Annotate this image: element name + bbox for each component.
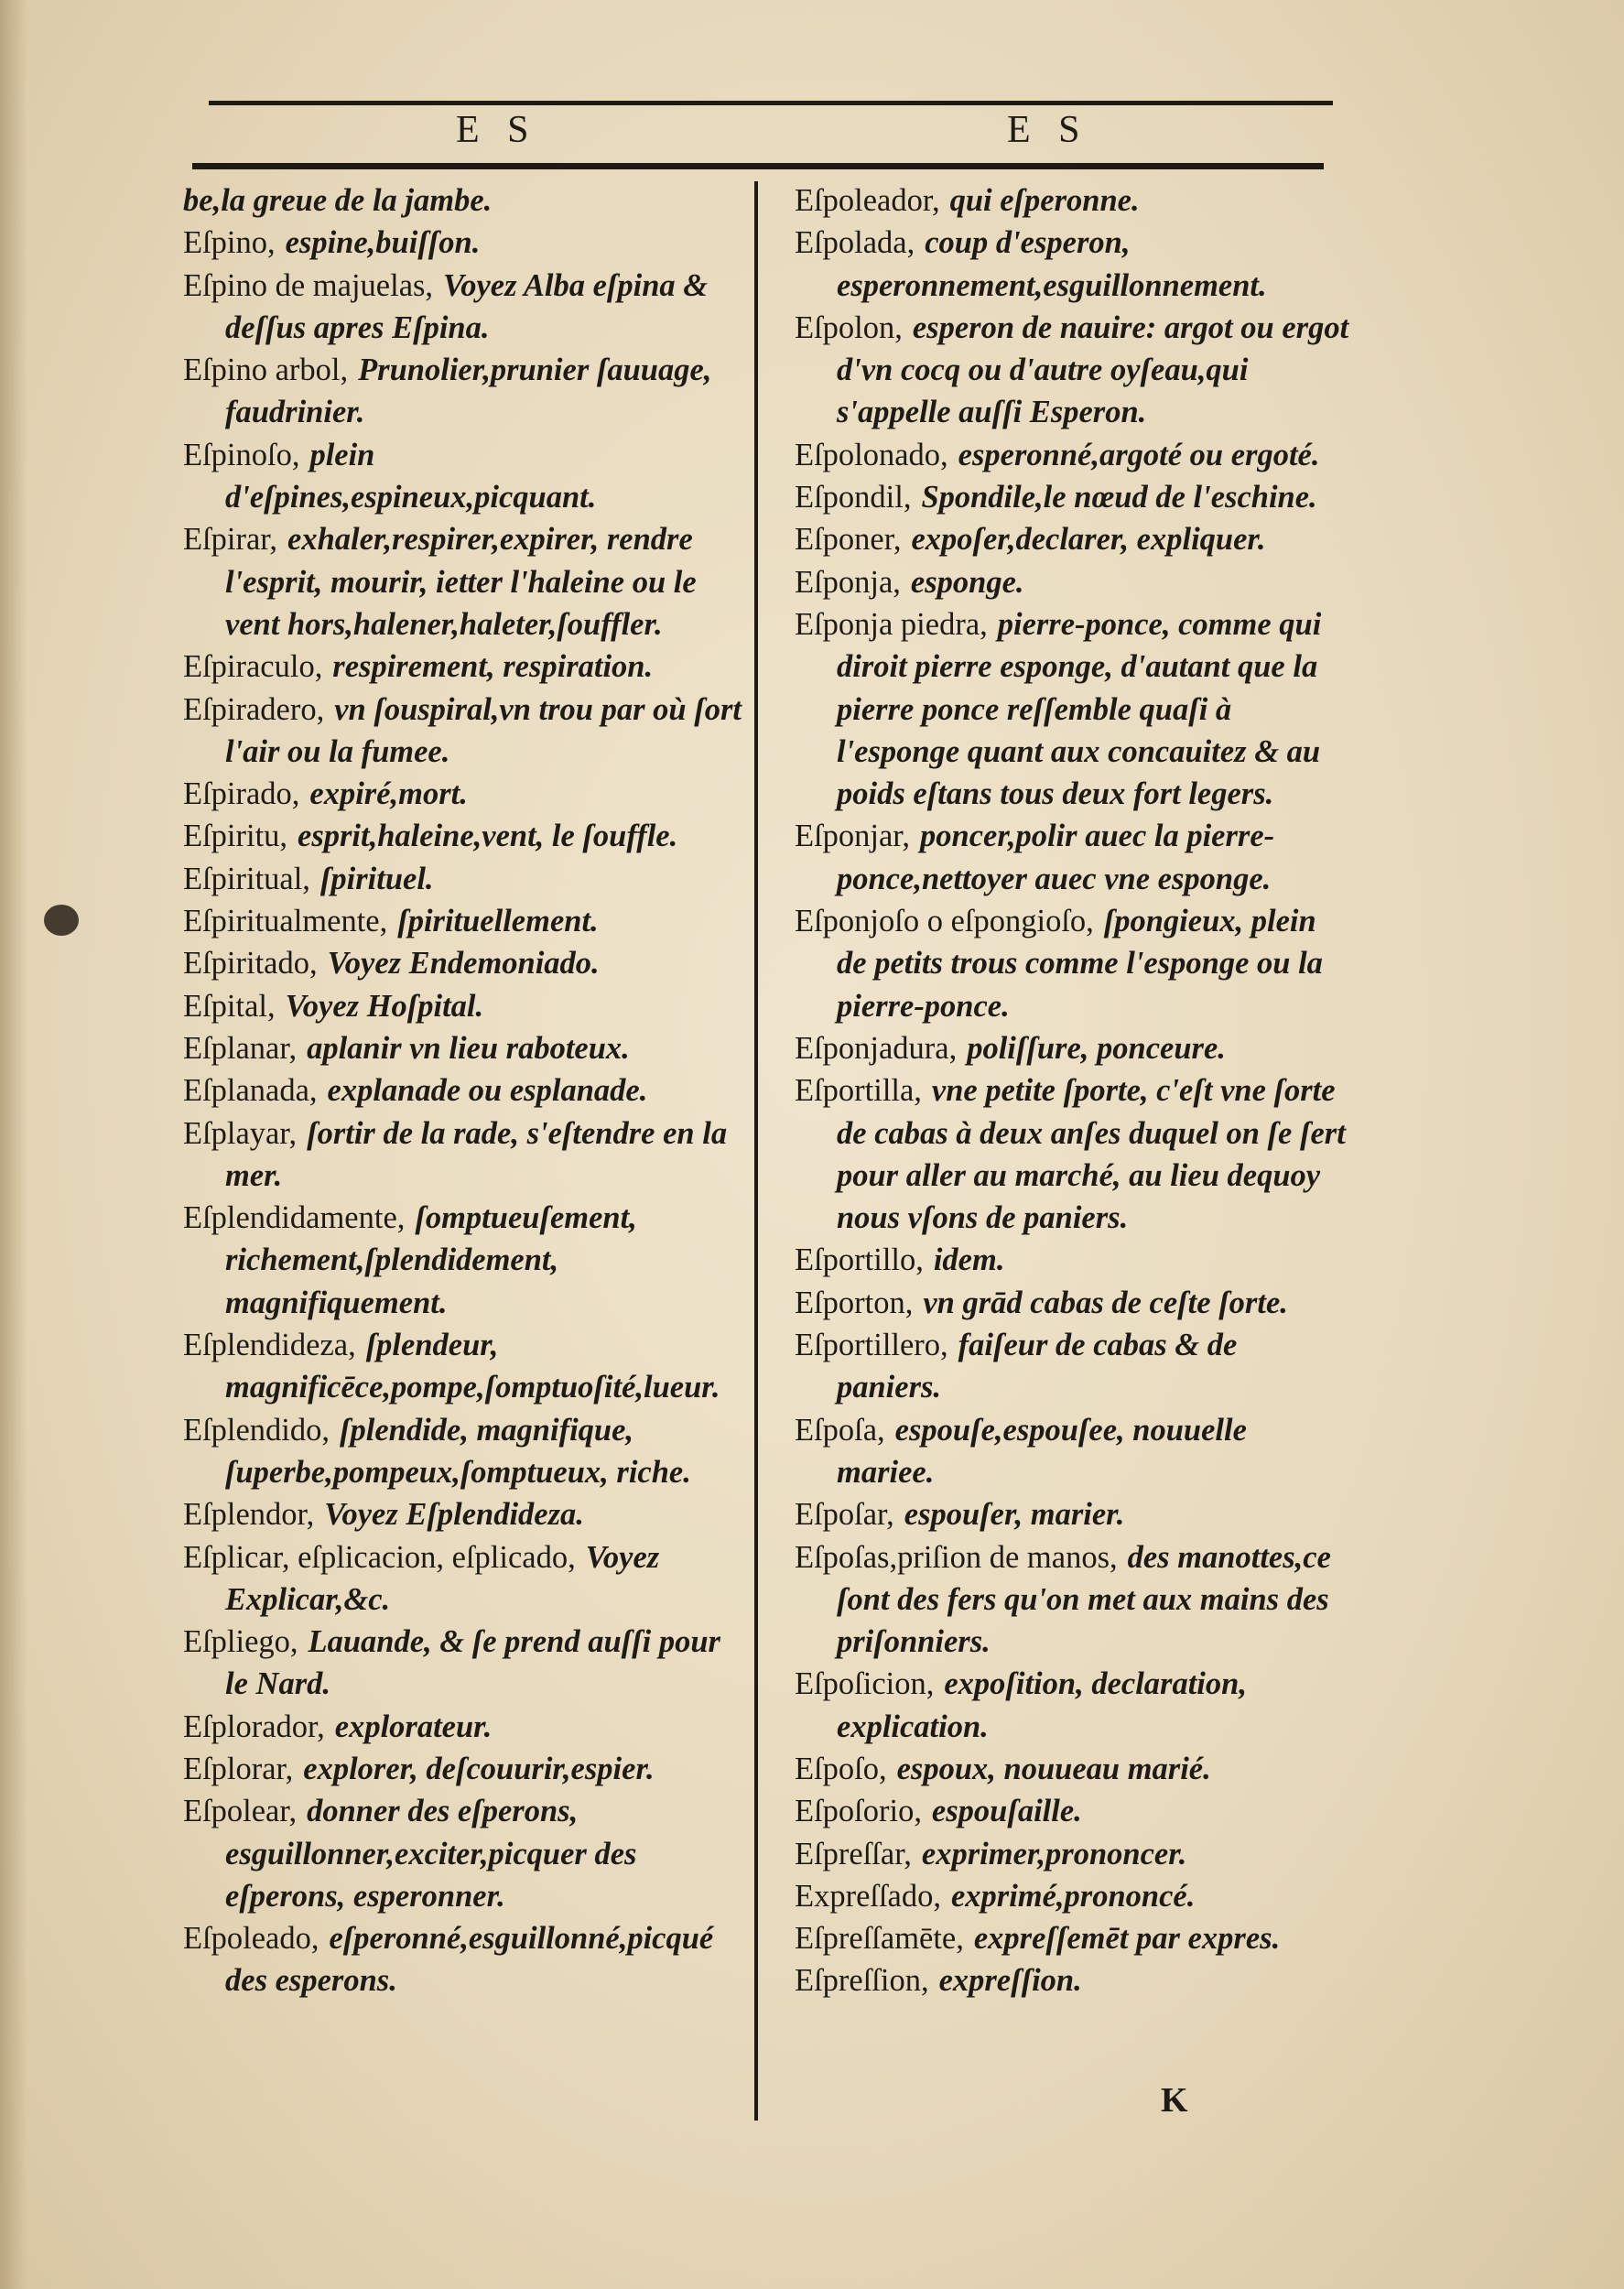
dictionary-entry — [795, 900, 1349, 1027]
dictionary-entry — [183, 900, 742, 942]
entry-headword: Eſpino de majuelas, — [183, 267, 434, 303]
entry-headword: Eſpiritual, — [183, 861, 310, 896]
entry-headword: Eſpoſicion, — [795, 1666, 935, 1702]
dictionary-entry — [183, 222, 742, 264]
entry-definition: coup d'esperon, esperonnement,esguillonnement. — [837, 225, 1267, 303]
entry-definition: ſplendeur, magnificēce,pompe,ſomptuoſité,lueur. — [225, 1328, 720, 1405]
dictionary-entry — [183, 179, 742, 222]
dictionary-entry — [795, 1027, 1349, 1069]
entry-definition: plein d'eſpines,espineux,picquant. — [225, 437, 597, 515]
dictionary-entry — [183, 1493, 742, 1535]
dictionary-entry — [183, 1409, 742, 1494]
dictionary-entry — [183, 1748, 742, 1790]
entry-definition: explanade ou esplanade. — [327, 1073, 648, 1109]
dictionary-entry — [795, 179, 1349, 222]
entry-definition: ſpirituel. — [319, 861, 434, 896]
entry-definition: Prunolier,prunier ſauuage, faudrinier. — [225, 353, 712, 430]
entry-headword: Eſpiraculo, — [183, 649, 323, 685]
entry-headword: Eſpoſas,priſion de manos, — [795, 1539, 1118, 1575]
entry-headword: Eſplanar, — [183, 1030, 298, 1066]
entry-headword: Eſplorar, — [183, 1751, 294, 1786]
entry-headword: Eſponjoſo o eſpongioſo, — [795, 904, 1094, 939]
dictionary-entry — [795, 1282, 1349, 1324]
entry-headword: Eſpreſſamēte, — [795, 1921, 964, 1957]
entry-definition: Voyez Alba eſpina & deſſus apres Eſpina. — [225, 267, 709, 345]
entry-definition: espouſer, marier. — [904, 1497, 1125, 1533]
dictionary-entry — [183, 815, 742, 857]
dictionary-entry — [183, 1536, 742, 1622]
entry-definition: vne petite ſporte, c'eſt vne ſorte de cabas à deux anſes duquel on ſe ſert pour aller au marché, au lieu dequoy nous vſons de paniers. — [837, 1073, 1346, 1236]
entry-definition: eſperonné,esguillonné,picqué des esperons. — [225, 1921, 714, 1999]
ink-blot — [44, 905, 79, 936]
entry-definition: donner des eſperons, esguillonner,exciter,picquer des eſperons, esperonner. — [225, 1794, 637, 1914]
dictionary-entry — [183, 1790, 742, 1917]
entry-definition: expreſſion. — [938, 1963, 1082, 1999]
dictionary-entry — [183, 1112, 742, 1198]
dictionary-entry — [795, 1069, 1349, 1239]
entry-definition: esperon de nauire: argot ou ergot d'vn cocq ou d'autre oyſeau,qui s'appelle auſſi Esperon. — [837, 309, 1349, 430]
header-rule — [192, 163, 1324, 169]
entry-headword: Eſplendido, — [183, 1412, 330, 1448]
entry-headword: Eſporton, — [795, 1285, 914, 1320]
left-column — [183, 179, 742, 2002]
dictionary-entry — [795, 1409, 1349, 1494]
dictionary-entry — [795, 603, 1349, 815]
entry-headword: Eſportilla, — [795, 1073, 922, 1109]
entry-definition: Voyez Endemoniado. — [327, 946, 600, 982]
entry-definition: Voyez Explicar,&c. — [225, 1539, 660, 1617]
entry-headword: Eſpolon, — [795, 309, 903, 345]
entry-headword: Eſpital, — [183, 988, 276, 1024]
entry-definition: expreſſemēt par expres. — [973, 1921, 1281, 1957]
entry-definition: des manottes,ce ſont des fers qu'on met aux mains des priſonniers. — [837, 1539, 1331, 1660]
entry-definition: poncer,polir auec la pierre-ponce,nettoyer auec vne esponge. — [837, 819, 1275, 896]
entry-headword: Eſpirado, — [183, 776, 300, 812]
entry-headword: Eſpinoſo, — [183, 437, 300, 472]
entry-headword: Eſponjar, — [795, 819, 911, 854]
entry-definition: vn ſouspiral,vn trou par où ſort l'air ou la fumee. — [225, 691, 742, 769]
dictionary-entry — [183, 1197, 742, 1324]
entry-headword: Eſponjadura, — [795, 1030, 958, 1066]
entry-definition: expoſition, declaration, explication. — [837, 1666, 1247, 1744]
dictionary-entry — [183, 773, 742, 815]
entry-definition: Voyez Hoſpital. — [285, 988, 484, 1024]
entry-headword: Eſpoſa, — [795, 1412, 885, 1448]
dictionary-entry — [183, 985, 742, 1027]
entry-headword: Eſpolada, — [795, 225, 915, 261]
dictionary-entry — [183, 434, 742, 519]
dictionary-entry — [183, 1324, 742, 1409]
header-right: E S — [1007, 109, 1089, 151]
dictionary-entry — [795, 561, 1349, 603]
entry-definition: esperonné,argoté ou ergoté. — [958, 437, 1320, 472]
entry-definition: espouſe,espouſee, nouuelle mariee. — [837, 1412, 1247, 1490]
dictionary-entry — [795, 1324, 1349, 1409]
dictionary-entry — [795, 222, 1349, 307]
header-left: E S — [456, 109, 538, 151]
entry-definition: respirement, respiration. — [332, 649, 654, 685]
dictionary-entry — [183, 349, 742, 434]
dictionary-entry — [183, 689, 742, 774]
entry-definition: explorer, deſcouurir,espier. — [303, 1751, 655, 1786]
dictionary-entry — [795, 1536, 1349, 1664]
entry-definition: exprimer,prononcer. — [921, 1836, 1187, 1871]
entry-headword: Eſpoſar, — [795, 1497, 894, 1533]
dictionary-entry — [183, 1621, 742, 1706]
entry-definition: esprit,haleine,vent, le ſouffle. — [298, 819, 678, 854]
dictionary-entry — [795, 815, 1349, 900]
entry-headword: Eſpreſſar, — [795, 1836, 912, 1871]
entry-headword: Eſplorador, — [183, 1709, 325, 1744]
dictionary-entry — [183, 518, 742, 645]
dictionary-entry — [183, 1027, 742, 1069]
entry-headword: Eſponja piedra, — [795, 606, 988, 642]
entry-headword: Eſpirar, — [183, 522, 278, 558]
entry-headword: Expreſſado, — [795, 1878, 941, 1914]
entry-definition: espoux, nouueau marié. — [896, 1751, 1211, 1786]
entry-definition: Spondile,le nœud de l'eschine. — [921, 480, 1317, 515]
entry-headword: Eſpino, — [183, 225, 276, 261]
dictionary-entry — [795, 1790, 1349, 1832]
entry-headword: Eſplicar, eſplicacion, eſplicado, — [183, 1539, 576, 1575]
dictionary-entry — [183, 1706, 742, 1748]
column-divider — [754, 181, 758, 2121]
entry-definition: Voyez Eſplendideza. — [324, 1497, 584, 1533]
entry-headword: Eſplayar, — [183, 1115, 298, 1151]
entry-headword: Eſpoſorio, — [795, 1794, 922, 1829]
entry-definition: idem. — [933, 1242, 1005, 1278]
entry-definition: exhaler,respirer,expirer, rendre l'esprit, mourir, ietter l'haleine ou le vent hors,halener,haleter,ſouffler. — [225, 522, 697, 642]
signature-mark: K — [1161, 2081, 1188, 2120]
entry-headword: Eſpolear, — [183, 1794, 298, 1829]
dictionary-entry — [183, 645, 742, 688]
entry-headword: Eſpiritualmente, — [183, 904, 388, 939]
dictionary-entry — [183, 858, 742, 900]
entry-definition: ſplendide, magnifique, ſuperbe,pompeux,ſomptueux, riche. — [225, 1412, 691, 1490]
entry-definition: Lauande, & ſe prend auſſi pour le Nard. — [225, 1624, 720, 1702]
entry-definition: espine,buiſſon. — [285, 225, 481, 261]
dictionary-entry — [183, 1069, 742, 1112]
dictionary-entry — [795, 1663, 1349, 1748]
entry-definition: expoſer,declarer, expliquer. — [911, 522, 1266, 558]
entry-definition: vn grād cabas de ceſte ſorte. — [923, 1285, 1288, 1320]
top-rule — [209, 101, 1333, 105]
entry-headword: Eſportillo, — [795, 1242, 924, 1278]
page-edge-shadow — [0, 0, 27, 2289]
dictionary-entry — [795, 307, 1349, 434]
dictionary-entry — [183, 265, 742, 350]
dictionary-entry — [795, 1748, 1349, 1790]
entry-headword: Eſplanada, — [183, 1073, 318, 1109]
entry-headword: Eſpondil, — [795, 480, 912, 515]
dictionary-entry — [795, 1239, 1349, 1281]
entry-definition: expiré,mort. — [309, 776, 468, 812]
entry-definition: pierre-ponce, comme qui diroit pierre esponge, d'autant que la pierre ponce reſſemble quaſi à l'esponge quant aux concauitez & au poids eſtans tous deux fort legers. — [837, 606, 1322, 812]
entry-headword: Eſpoleado, — [183, 1921, 319, 1957]
dictionary-entry — [795, 518, 1349, 560]
entry-definition: ſomptueuſement, richement,ſplendidement, magnifiquement. — [225, 1200, 637, 1320]
entry-definition: faiſeur de cabas & de paniers. — [837, 1328, 1238, 1405]
entry-headword: Eſponja, — [795, 564, 901, 600]
right-column — [795, 179, 1349, 2002]
entry-headword: Eſpiritu, — [183, 819, 288, 854]
entry-headword: Eſplendideza, — [183, 1328, 356, 1363]
entry-headword: Eſpliego, — [183, 1624, 298, 1660]
entry-definition: exprimé,prononcé. — [950, 1878, 1196, 1914]
dictionary-entry — [795, 434, 1349, 476]
dictionary-entry — [795, 1493, 1349, 1535]
entry-definition: ſpongieux, plein de petits trous comme l'esponge ou la pierre-ponce. — [837, 904, 1323, 1024]
entry-headword: Eſpoleador, — [795, 183, 940, 218]
entry-definition: ſortir de la rade, s'eſtendre en la mer. — [225, 1115, 728, 1193]
entry-headword: Eſpreſſion, — [795, 1963, 929, 1999]
dictionary-entry — [795, 1959, 1349, 2002]
entry-definition: aplanir vn lieu raboteux. — [307, 1030, 630, 1066]
dictionary-entry — [183, 942, 742, 984]
dictionary-entry — [183, 1917, 742, 2002]
entry-definition: qui eſperonne. — [949, 183, 1140, 218]
dictionary-entry — [795, 1875, 1349, 1917]
entry-definition: explorateur. — [334, 1709, 493, 1744]
entry-definition: poliſſure, ponceure. — [967, 1030, 1226, 1066]
dictionary-entry — [795, 1833, 1349, 1875]
entry-headword: Eſpolonado, — [795, 437, 948, 472]
entry-definition: esponge. — [910, 564, 1024, 600]
entry-headword: Eſpiritado, — [183, 946, 318, 982]
entry-headword: Eſpiradero, — [183, 691, 325, 727]
entry-definition: espouſaille. — [931, 1794, 1082, 1829]
entry-definition: ſpirituellement. — [397, 904, 599, 939]
dictionary-entry — [795, 476, 1349, 518]
entry-headword: Eſportillero, — [795, 1328, 948, 1363]
entry-headword: Eſponer, — [795, 522, 902, 558]
entry-headword: Eſpoſo, — [795, 1751, 887, 1786]
dictionary-entry — [795, 1917, 1349, 1959]
entry-headword: Eſplendor, — [183, 1497, 315, 1533]
entry-definition: be,la greue de la jambe. — [183, 183, 493, 218]
entry-headword: Eſpino arbol, — [183, 353, 349, 388]
entry-headword: Eſplendidamente, — [183, 1200, 406, 1236]
